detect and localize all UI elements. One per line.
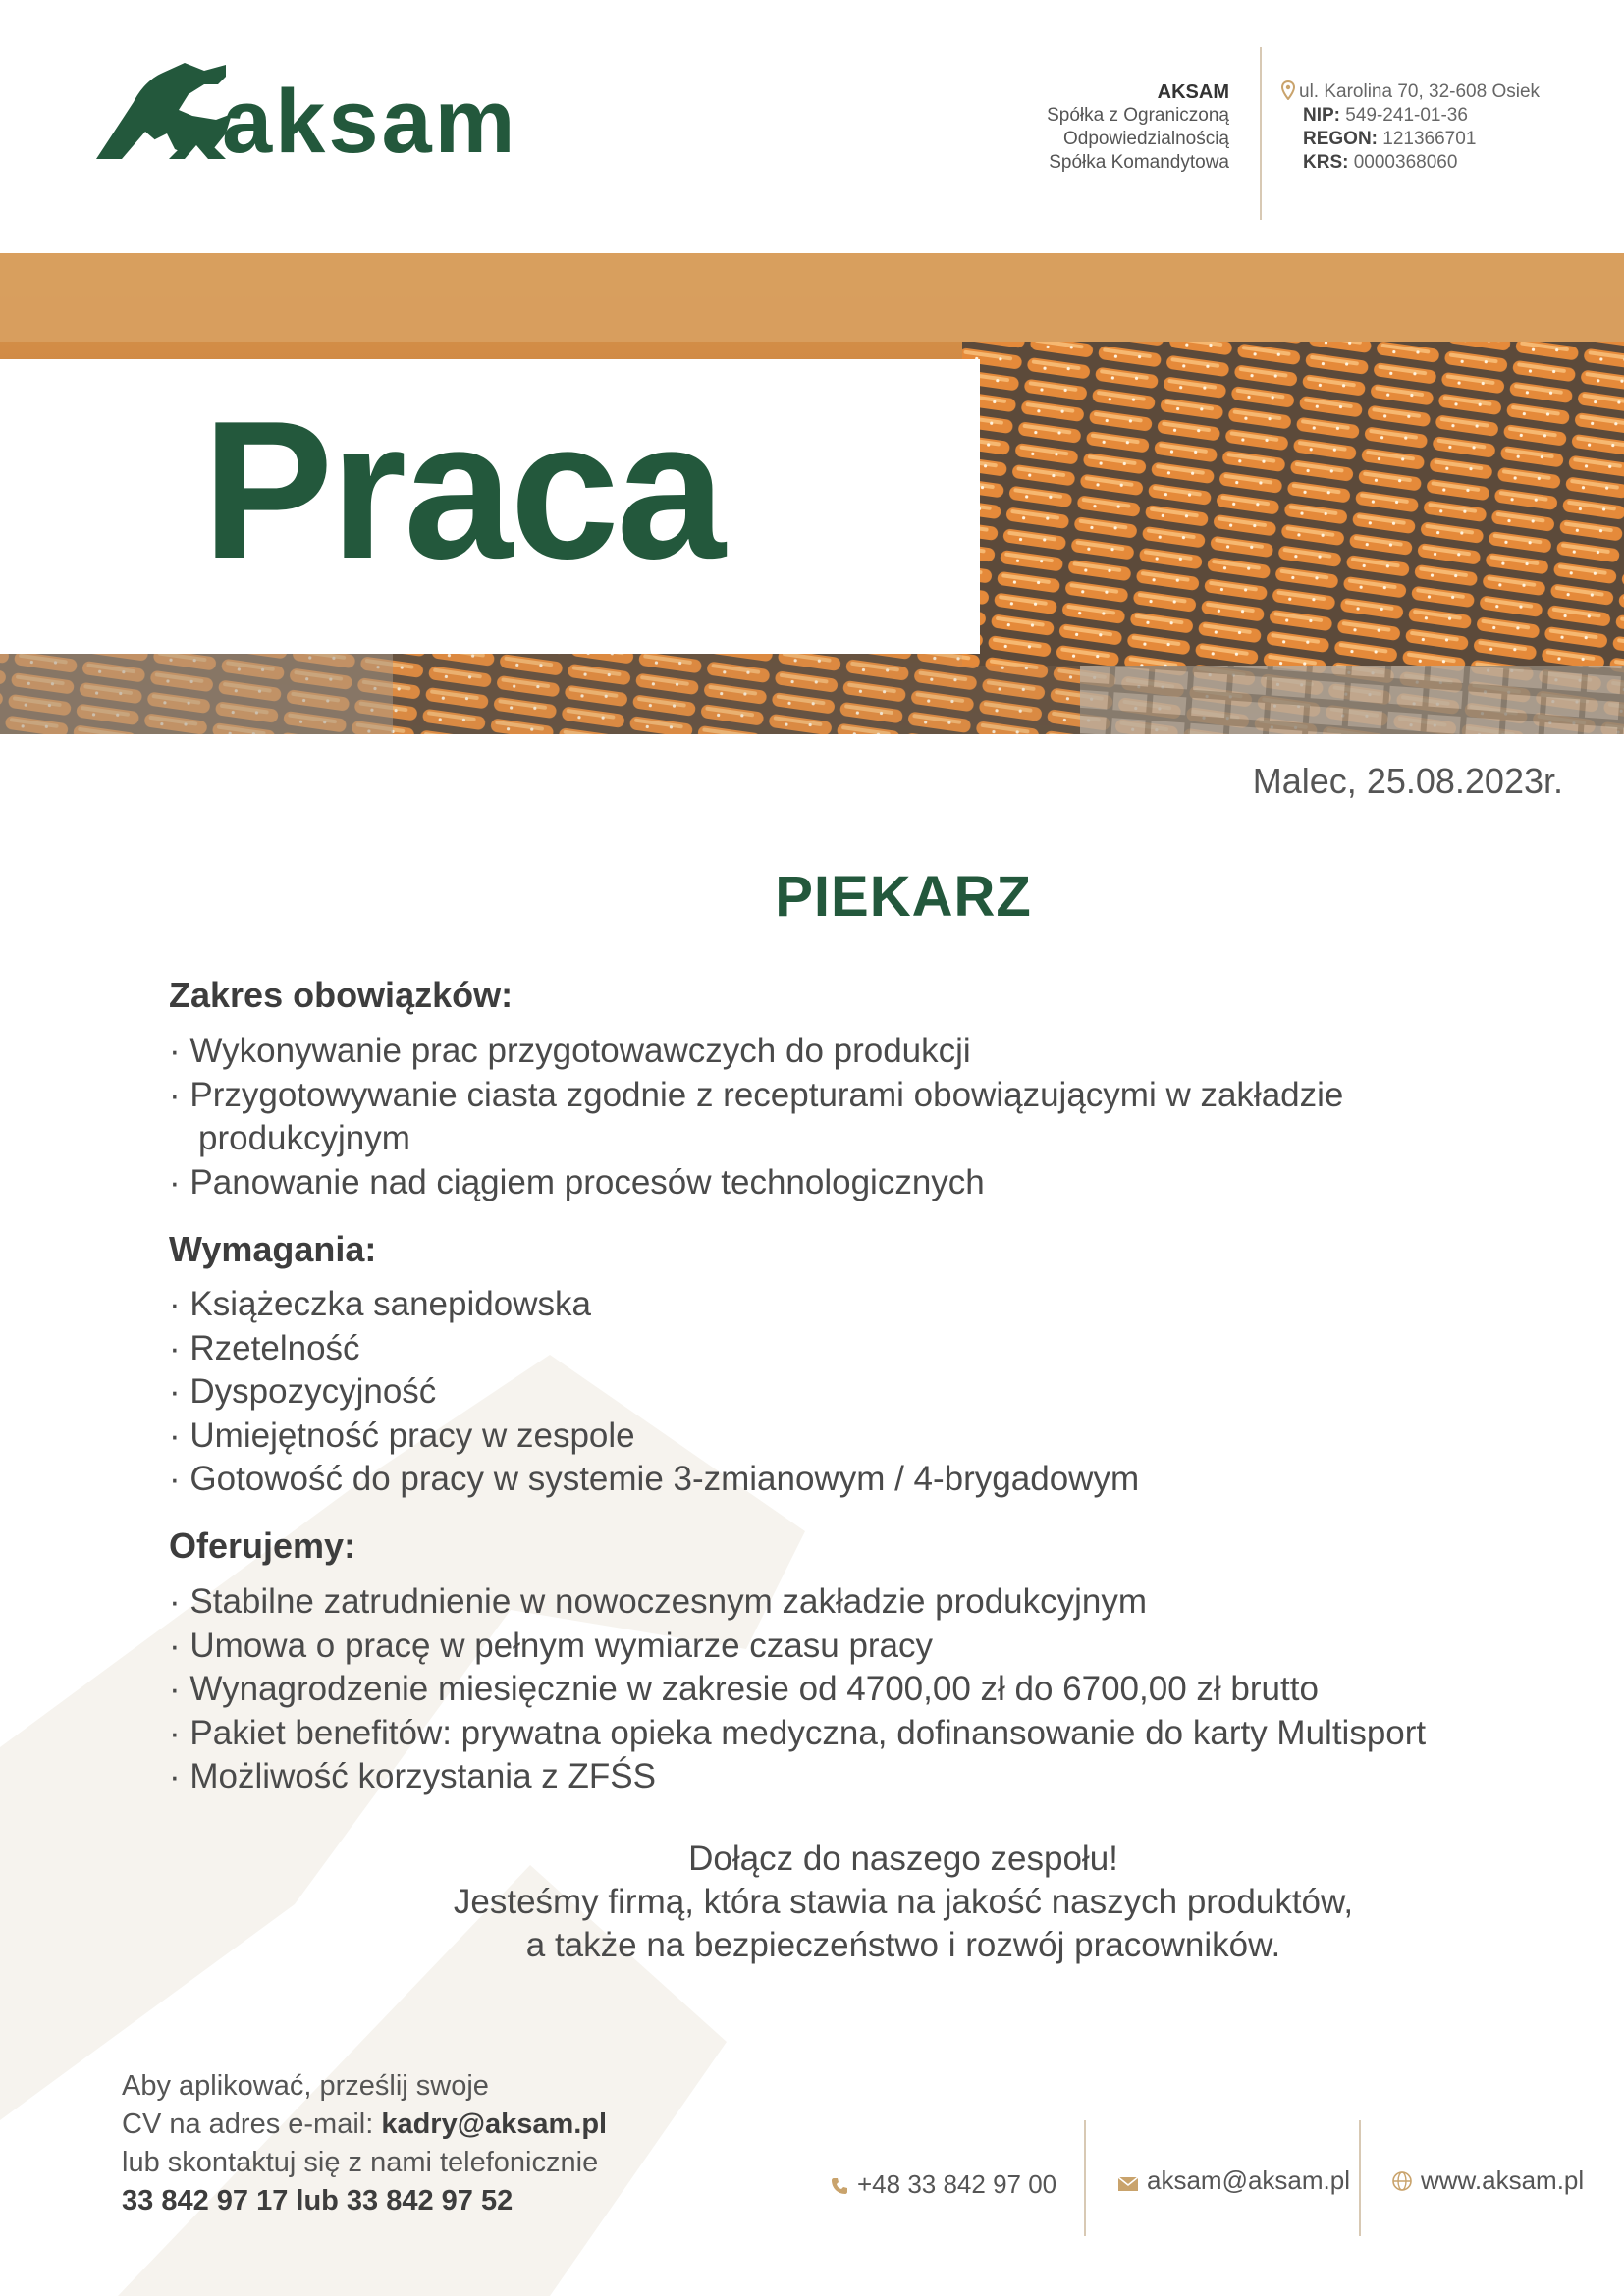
apply-email-link[interactable]: kadry@aksam.pl (381, 2109, 608, 2140)
company-line: Odpowiedzialnością (1063, 129, 1229, 149)
footer-email[interactable]: aksam@aksam.pl (1117, 2165, 1350, 2196)
banner-title: Praca (202, 381, 723, 600)
list-item: · Umiejętność pracy w zespole (169, 1415, 1139, 1459)
closing-line: a także na bezpieczeństwo i rozwój pracowników. (525, 1926, 1281, 1964)
list-item-continuation: produkcyjnym (198, 1119, 410, 1157)
list-item: · Wykonywanie prac przygotowawczych do produkcji (169, 1030, 1343, 1074)
location-pin-icon (1281, 80, 1295, 100)
closing-line: Jesteśmy firmą, która stawia na jakość naszych produktów, (453, 1883, 1354, 1921)
phone-icon (830, 2176, 849, 2196)
apply-phones[interactable]: 33 842 97 17 lub 33 842 97 52 (122, 2185, 514, 2216)
list-item: · Wynagrodzenie miesięcznie w zakresie od 4700,00 zł do 6700,00 zł brutto (169, 1668, 1426, 1712)
closing-message (0, 1838, 1624, 1967)
list-item: · Dyspozycyjność (169, 1370, 1139, 1415)
date-place: Malec, 25.08.2023r. (1252, 761, 1563, 801)
globe-icon (1391, 2170, 1413, 2192)
list-item: · Umowa o pracę w pełnym wymiarze czasu pracy (169, 1625, 1426, 1669)
list-item: · Książeczka sanepidowska (169, 1283, 1139, 1327)
list-item: · Gotowość do pracy w systemie 3-zmianowym / 4-brygadowym (169, 1458, 1139, 1502)
list-item: · Rzetelność (169, 1327, 1139, 1371)
list-item: · Możliwość korzystania z ZFŚS (169, 1755, 1426, 1799)
duties-heading: Zakres obowiązków: (169, 975, 514, 1015)
company-line: Spółka z Ograniczoną (1047, 105, 1229, 126)
list-item: · Stabilne zatrudnienie w nowoczesnym zakładzie produkcyjnym (169, 1580, 1426, 1625)
duties-list (169, 1030, 1343, 1204)
company-name: AKSAM (1157, 81, 1229, 103)
footer-website[interactable]: www.aksam.pl (1391, 2165, 1584, 2196)
footer-divider (1084, 2120, 1086, 2236)
brand-wordmark: aksam (222, 72, 518, 172)
offer-heading: Oferujemy: (169, 1525, 356, 1566)
job-title: PIEKARZ (775, 865, 1032, 929)
list-item: · Pakiet benefitów: prywatna opieka medyczna, dofinansowanie do karty Multisport (169, 1712, 1426, 1756)
requirements-heading: Wymagania: (169, 1229, 377, 1269)
address: ul. Karolina 70, 32-608 Osiek (1281, 80, 1540, 104)
registration-block (1281, 80, 1540, 175)
company-name-block (1047, 80, 1229, 175)
header-divider (1260, 47, 1262, 220)
regon-line: REGON: 121366701 (1303, 129, 1477, 149)
closing-line: Dołącz do naszego zespołu! (688, 1840, 1118, 1878)
requirements-list (169, 1283, 1139, 1502)
envelope-icon (1117, 2176, 1139, 2192)
company-line: Spółka Komandytowa (1049, 152, 1229, 173)
apply-instructions: Aby aplikować, prześlij swoje CV na adres e-mail: kadry@aksam.pl lub skontaktuj się z nami telefonicznie 33 842 97 17 lub 33 842 97 52 (122, 2070, 608, 2216)
krs-line: KRS: 0000368060 (1303, 152, 1458, 173)
list-item: · Przygotowywanie ciasta zgodnie z recepturami obowiązującymi w zakładzie (169, 1074, 1343, 1118)
bear-mountain-icon (96, 63, 232, 159)
list-item: · Panowanie nad ciągiem procesów technologicznych (169, 1161, 1343, 1205)
offer-list (169, 1580, 1426, 1799)
footer-divider (1359, 2120, 1361, 2236)
nip-line: NIP: 549-241-01-36 (1303, 105, 1468, 126)
footer-phone[interactable]: +48 33 842 97 00 (830, 2169, 1056, 2200)
